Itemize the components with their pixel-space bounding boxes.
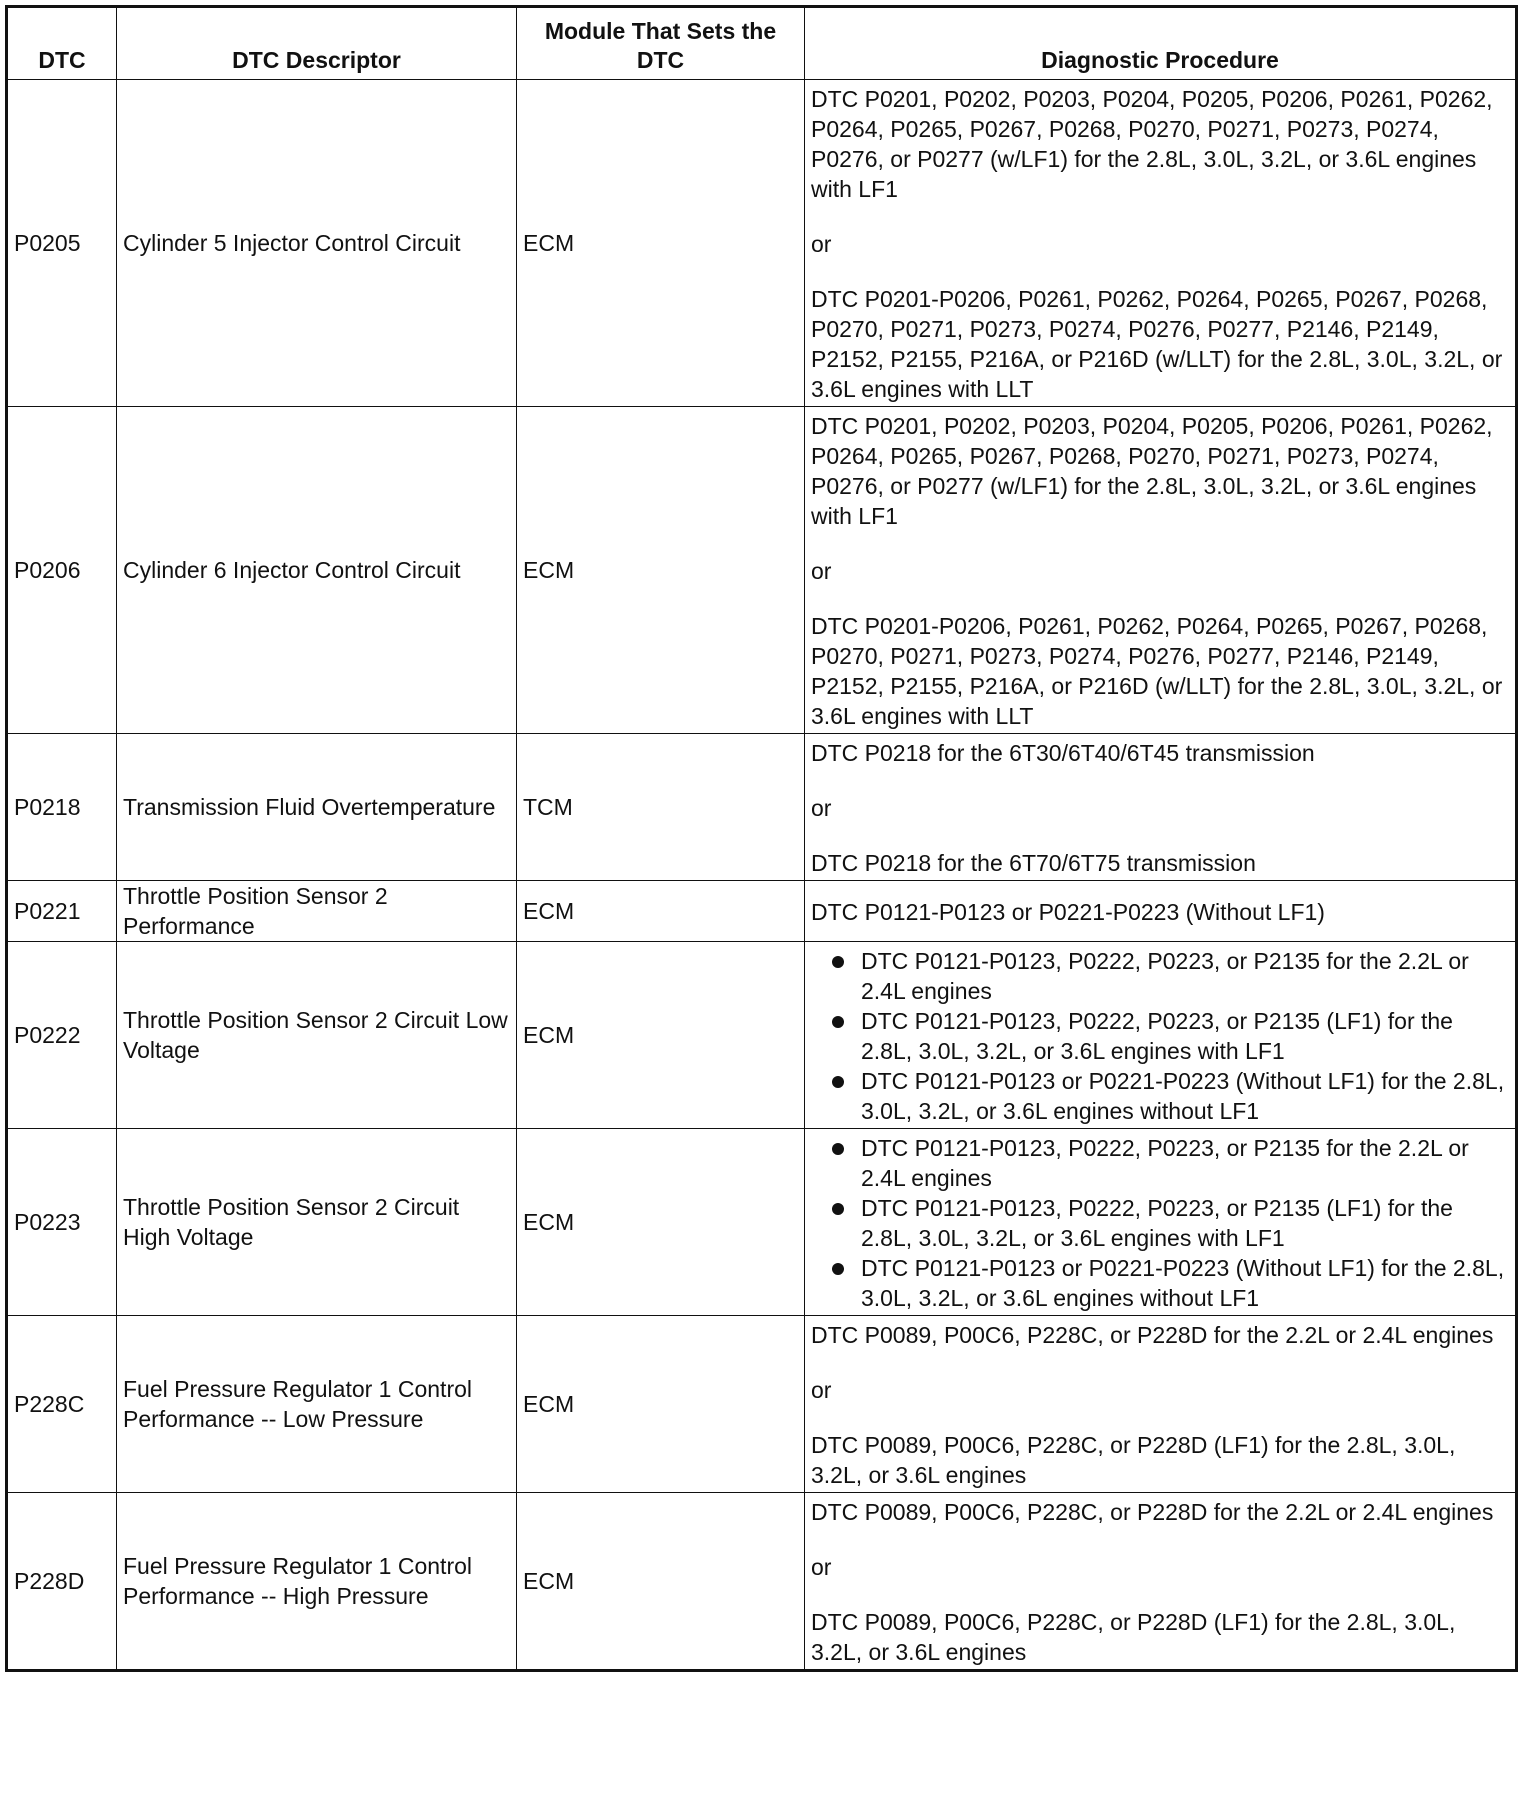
dtc-descriptor: Throttle Position Sensor 2 Performance bbox=[117, 881, 517, 942]
header-procedure: Diagnostic Procedure bbox=[805, 7, 1517, 80]
diagnostic-procedure bbox=[805, 1493, 1517, 1671]
dtc-code: P0222 bbox=[7, 942, 117, 1129]
table-row bbox=[7, 1493, 1517, 1671]
procedure-or: or bbox=[811, 1554, 832, 1580]
dtc-descriptor: Throttle Position Sensor 2 Circuit High Voltage bbox=[117, 1129, 517, 1316]
diagnostic-procedure bbox=[805, 80, 1517, 407]
procedure-or: or bbox=[811, 795, 832, 821]
dtc-code: P0221 bbox=[7, 881, 117, 942]
dtc-descriptor: Throttle Position Sensor 2 Circuit Low Voltage bbox=[117, 942, 517, 1129]
diagnostic-procedure bbox=[805, 881, 1517, 942]
procedure-link[interactable]: DTC P0201, P0202, P0203, P0204, P0205, P0206, P0261, P0262, P0264, P0265, P0267, P0268, P0270, P0271, P0273, P0274, P0276, or P0277 (w/LF1) for the 2.8L, 3.0L, 3.2L, or 3.6L engines with LF1 bbox=[811, 413, 1493, 529]
procedure-bullet[interactable]: DTC P0121-P0123, P0222, P0223, or P2135 (LF1) for the 2.8L, 3.0L, 3.2L, or 3.6L engines with LF1 bbox=[861, 1193, 1509, 1253]
table-row bbox=[7, 734, 1517, 881]
diagnostic-procedure bbox=[805, 942, 1517, 1129]
module-name: ECM bbox=[517, 1493, 805, 1671]
diagnostic-procedure bbox=[805, 407, 1517, 734]
table-row bbox=[7, 407, 1517, 734]
dtc-code: P0218 bbox=[7, 734, 117, 881]
procedure-link[interactable]: DTC P0218 for the 6T30/6T40/6T45 transmission bbox=[811, 740, 1315, 766]
table-header-row bbox=[7, 7, 1517, 80]
procedure-bullet-list bbox=[811, 946, 1509, 1126]
header-dtc: DTC bbox=[7, 7, 117, 80]
procedure-link[interactable]: DTC P0201-P0206, P0261, P0262, P0264, P0265, P0267, P0268, P0270, P0271, P0273, P0274, P0276, P0277, P2146, P2149, P2152, P2155, P216A, or P216D (w/LLT) for the 2.8L, 3.0L, 3.2L, or 3.6L engines with LLT bbox=[811, 613, 1503, 729]
diagnostic-procedure bbox=[805, 1316, 1517, 1493]
dtc-code: P228C bbox=[7, 1316, 117, 1493]
dtc-table bbox=[5, 5, 1518, 1672]
diagnostic-procedure bbox=[805, 734, 1517, 881]
module-name: ECM bbox=[517, 942, 805, 1129]
header-descriptor: DTC Descriptor bbox=[117, 7, 517, 80]
procedure-link[interactable]: DTC P0201-P0206, P0261, P0262, P0264, P0265, P0267, P0268, P0270, P0271, P0273, P0274, P0276, P0277, P2146, P2149, P2152, P2155, P216A, or P216D (w/LLT) for the 2.8L, 3.0L, 3.2L, or 3.6L engines with LLT bbox=[811, 286, 1503, 402]
dtc-descriptor: Transmission Fluid Overtemperature bbox=[117, 734, 517, 881]
header-module: Module That Sets the DTC bbox=[517, 7, 805, 80]
diagnostic-procedure bbox=[805, 1129, 1517, 1316]
module-name: ECM bbox=[517, 80, 805, 407]
dtc-code: P0223 bbox=[7, 1129, 117, 1316]
table-row bbox=[7, 881, 1517, 942]
procedure-bullet[interactable]: DTC P0121-P0123 or P0221-P0223 (Without LF1) for the 2.8L, 3.0L, 3.2L, or 3.6L engines without LF1 bbox=[861, 1066, 1509, 1126]
dtc-code: P0206 bbox=[7, 407, 117, 734]
document-page bbox=[5, 5, 1515, 1672]
dtc-descriptor: Cylinder 6 Injector Control Circuit bbox=[117, 407, 517, 734]
procedure-or: or bbox=[811, 231, 832, 257]
table-row bbox=[7, 80, 1517, 407]
procedure-link[interactable]: DTC P0201, P0202, P0203, P0204, P0205, P0206, P0261, P0262, P0264, P0265, P0267, P0268, P0270, P0271, P0273, P0274, P0276, or P0277 (w/LF1) for the 2.8L, 3.0L, 3.2L, or 3.6L engines with LF1 bbox=[811, 86, 1493, 202]
procedure-or: or bbox=[811, 1377, 832, 1403]
procedure-bullet-list bbox=[811, 1133, 1509, 1313]
procedure-link[interactable]: DTC P0089, P00C6, P228C, or P228D (LF1) for the 2.8L, 3.0L, 3.2L, or 3.6L engines bbox=[811, 1432, 1456, 1488]
table-row bbox=[7, 1316, 1517, 1493]
procedure-link[interactable]: DTC P0089, P00C6, P228C, or P228D for the 2.2L or 2.4L engines bbox=[811, 1499, 1494, 1525]
dtc-code: P0205 bbox=[7, 80, 117, 407]
procedure-bullet[interactable]: DTC P0121-P0123, P0222, P0223, or P2135 (LF1) for the 2.8L, 3.0L, 3.2L, or 3.6L engines with LF1 bbox=[861, 1006, 1509, 1066]
procedure-link[interactable]: DTC P0218 for the 6T70/6T75 transmission bbox=[811, 850, 1256, 876]
procedure-link[interactable]: DTC P0121-P0123 or P0221-P0223 (Without LF1) bbox=[811, 899, 1325, 925]
procedure-bullet[interactable]: DTC P0121-P0123, P0222, P0223, or P2135 for the 2.2L or 2.4L engines bbox=[861, 1133, 1509, 1193]
dtc-descriptor: Fuel Pressure Regulator 1 Control Performance -- Low Pressure bbox=[117, 1316, 517, 1493]
procedure-or: or bbox=[811, 558, 832, 584]
dtc-descriptor: Fuel Pressure Regulator 1 Control Performance -- High Pressure bbox=[117, 1493, 517, 1671]
table-row bbox=[7, 942, 1517, 1129]
module-name: TCM bbox=[517, 734, 805, 881]
dtc-code: P228D bbox=[7, 1493, 117, 1671]
procedure-link[interactable]: DTC P0089, P00C6, P228C, or P228D (LF1) for the 2.8L, 3.0L, 3.2L, or 3.6L engines bbox=[811, 1609, 1456, 1665]
procedure-bullet[interactable]: DTC P0121-P0123, P0222, P0223, or P2135 for the 2.2L or 2.4L engines bbox=[861, 946, 1509, 1006]
module-name: ECM bbox=[517, 881, 805, 942]
module-name: ECM bbox=[517, 407, 805, 734]
module-name: ECM bbox=[517, 1316, 805, 1493]
table-row bbox=[7, 1129, 1517, 1316]
module-name: ECM bbox=[517, 1129, 805, 1316]
procedure-link[interactable]: DTC P0089, P00C6, P228C, or P228D for the 2.2L or 2.4L engines bbox=[811, 1322, 1494, 1348]
dtc-descriptor: Cylinder 5 Injector Control Circuit bbox=[117, 80, 517, 407]
procedure-bullet[interactable]: DTC P0121-P0123 or P0221-P0223 (Without LF1) for the 2.8L, 3.0L, 3.2L, or 3.6L engines without LF1 bbox=[861, 1253, 1509, 1313]
